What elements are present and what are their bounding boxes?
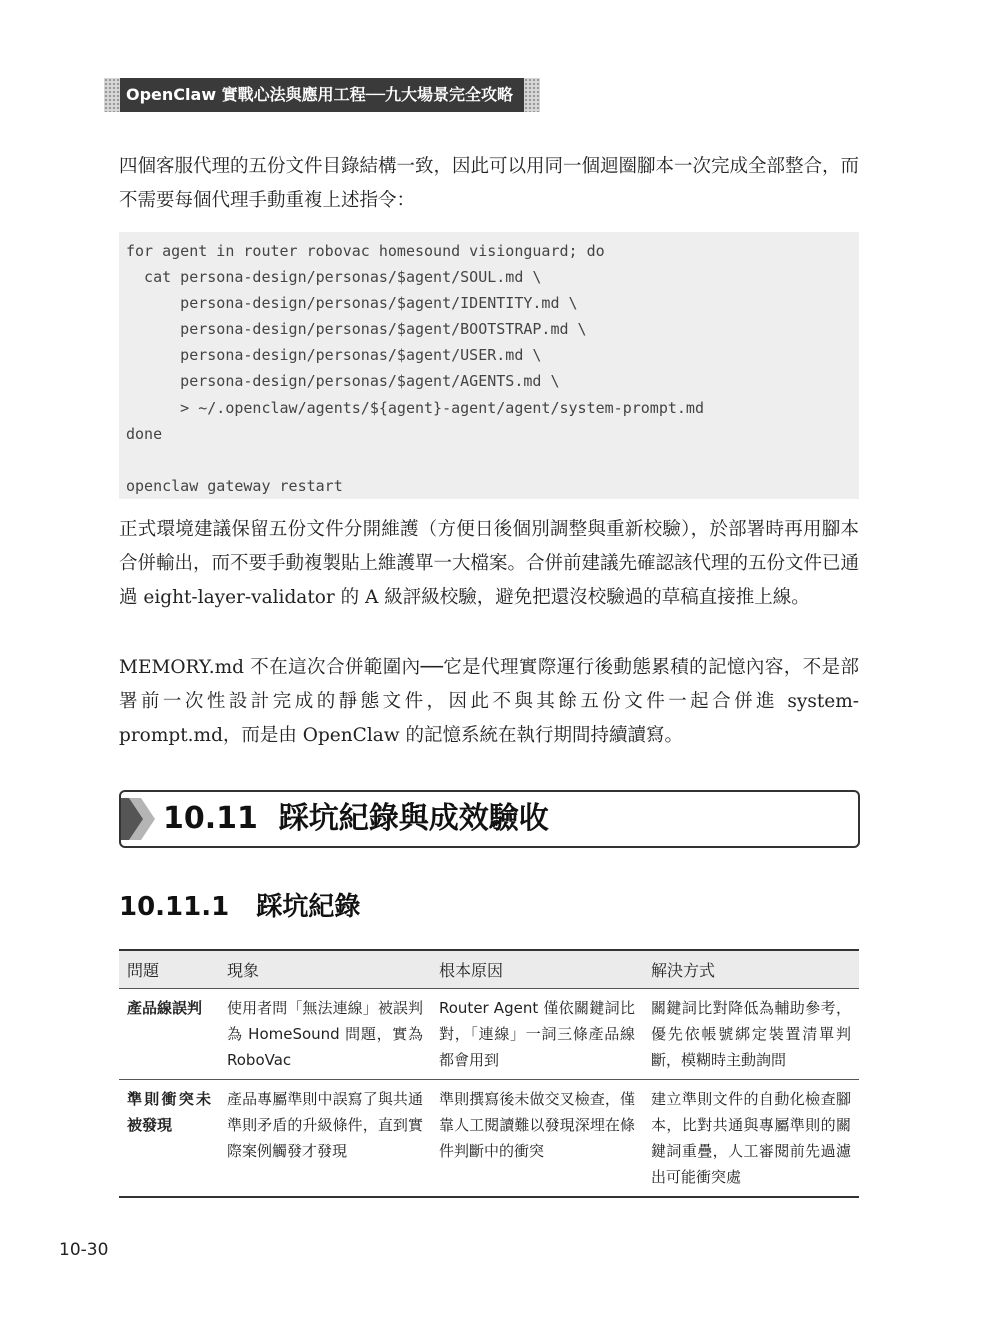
- section-heading: [119, 790, 860, 848]
- header-cell: 問題: [119, 950, 219, 989]
- subsection-heading: [119, 886, 360, 923]
- chevron-right-icon: [121, 798, 161, 840]
- section-title: [163, 792, 549, 846]
- table-cell: 使用者問「無法連線」被誤判為 HomeSound 問題，實為 RoboVac: [219, 989, 431, 1080]
- page-number: 10-30: [59, 1240, 109, 1260]
- table-cell: 建立準則文件的自動化檢查腳本，比對共通與專屬準則的關鍵詞重疊，人工審閱前先過濾出可能衝突處: [643, 1080, 859, 1198]
- table-cell: Router Agent 僅依關鍵詞比對，「連線」一詞三條產品線都會用到: [431, 989, 643, 1080]
- table-cell: 準則撰寫後未做交叉檢查，僅靠人工閱讀難以發現深埋在條件判斷中的衝突: [431, 1080, 643, 1198]
- deploy-paragraph: 正式環境建議保留五份文件分開維護（方便日後個別調整與重新校驗），於部署時再用腳本合併輸出，而不要手動複製貼上維護單一大檔案。合併前建議先確認該代理的五份文件已通過 eight-layer-validator 的 A 級評級校驗，避免把還沒校驗過的草稿直接推上線。: [119, 519, 860, 608]
- section-number: 10.11: [163, 801, 258, 836]
- pitfall-table: [119, 949, 859, 1198]
- code-text: for agent in router robovac homesound visionguard; do cat persona-design/personas/$agent/SOUL.md \ persona-design/personas/$agent/IDENTITY.md \ persona-design/personas/$agent/BOOTSTRAP.md \ persona-design/personas/$agent/USER.md \ persona-design/personas/$agent/AGENTS.md \ > ~/.openclaw/agents/${agent}-agent/agent/system-prompt.md done openclaw gateway restart: [126, 242, 704, 495]
- subsection-number: 10.11.1: [119, 892, 230, 922]
- table-row: [119, 989, 859, 1080]
- memory-paragraph: MEMORY.md 不在這次合併範圍內──它是代理實際運行後動態累積的記憶內容，不是部署前一次性設計完成的靜態文件，因此不與其餘五份文件一起合併進 system-prompt.md，而是由 OpenClaw 的記憶系統在執行期間持續讀寫。: [119, 657, 859, 746]
- table-row: [119, 1080, 859, 1198]
- header-cell: 現象: [219, 950, 431, 989]
- table-cell: 產品專屬準則中誤寫了與共通準則矛盾的升級條件，直到實際案例觸發才發現: [219, 1080, 431, 1198]
- section-title-text: 踩坑紀錄與成效驗收: [278, 801, 549, 836]
- table-cell: 關鍵詞比對降低為輔助參考，優先依帳號綁定裝置清單判斷，模糊時主動詢問: [643, 989, 859, 1080]
- table-header-row: [119, 950, 859, 989]
- code-block: [119, 232, 859, 499]
- intro-paragraph: 四個客服代理的五份文件目錄結構一致，因此可以用同一個迴圈腳本一次完成全部整合，而不需要每個代理手動重複上述指令：: [119, 156, 860, 211]
- running-header: [104, 78, 540, 112]
- book-title: OpenClaw 實戰心法與應用工程──九大場景完全攻略: [126, 85, 513, 104]
- header-cell: 解決方式: [643, 950, 859, 989]
- table-cell: 準則衝突未被發現: [119, 1080, 219, 1198]
- header-cell: 根本原因: [431, 950, 643, 989]
- subsection-title: 踩坑紀錄: [256, 892, 361, 922]
- table-cell: 產品線誤判: [119, 989, 219, 1080]
